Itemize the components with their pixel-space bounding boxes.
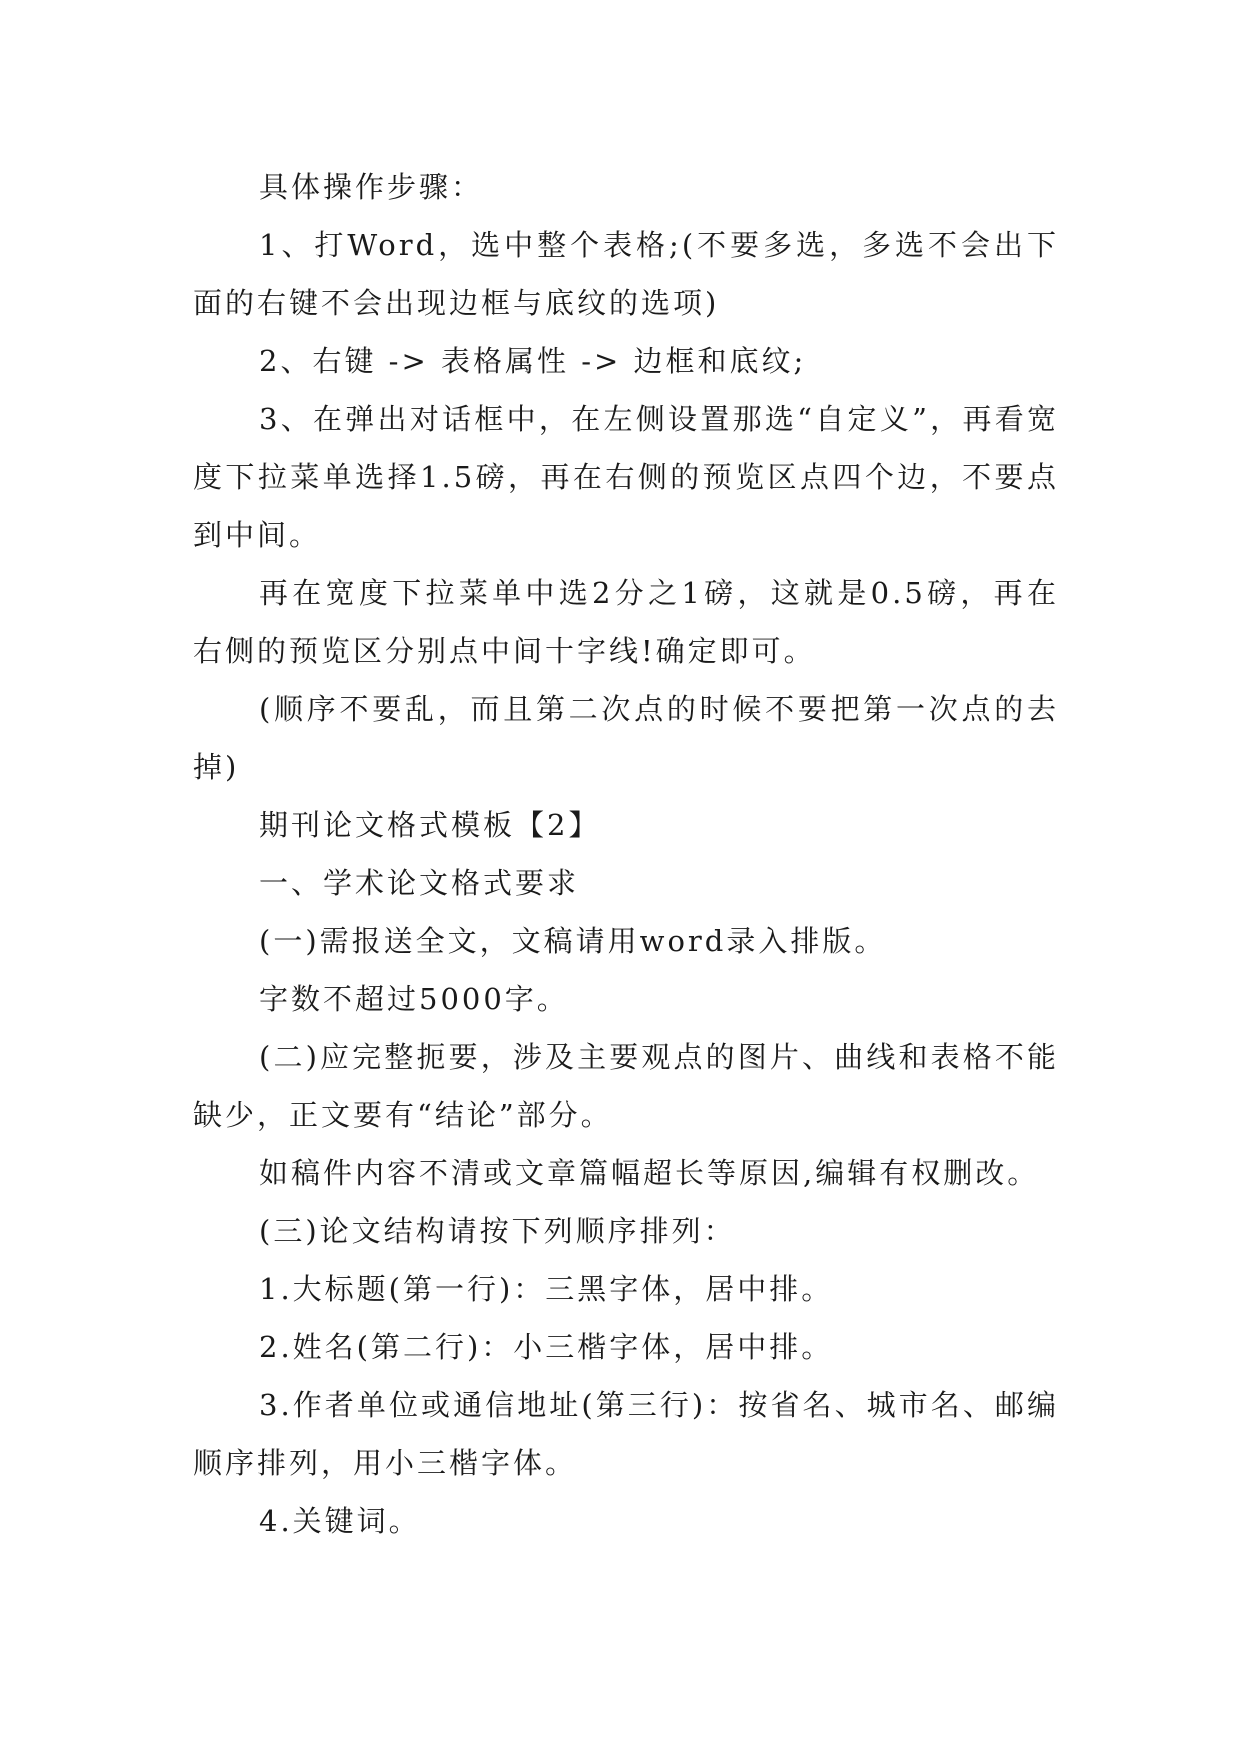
paragraph-format-requirements: 一、学术论文格式要求 (259, 866, 580, 900)
paragraph-word-count: 字数不超过5000字。 (259, 982, 569, 1016)
paragraph-order-note: (顺序不要乱，而且第二次点的时候不要把第一次点的去掉) (193, 692, 1059, 784)
paragraph-structure-4: 4.关键词。 (259, 1504, 421, 1538)
document-body (193, 158, 1059, 1550)
paragraph-structure-3: 3.作者单位或通信地址(第三行)：按省名、城市名、邮编顺序排列，用小三楷字体。 (193, 1388, 1059, 1480)
paragraph-structure-1: 1.大标题(第一行)：三黑字体，居中排。 (259, 1272, 834, 1306)
paragraph-step-1: 1、打Word，选中整个表格;(不要多选，多选不会出下面的右键不会出现边框与底纹的选项) (193, 228, 1059, 320)
paragraph-steps-heading: 具体操作步骤： (259, 170, 484, 204)
paragraph-width-half-point: 再在宽度下拉菜单中选2分之1磅，这就是0.5磅，再在右侧的预览区分别点中间十字线!确定即可。 (193, 576, 1059, 668)
paragraph-structure-2: 2.姓名(第二行)：小三楷字体，居中排。 (259, 1330, 834, 1364)
paragraph-editing-rights: 如稿件内容不清或文章篇幅超长等原因,编辑有权删改。 (259, 1156, 1040, 1190)
paragraph-step-2: 2、右键 -> 表格属性 -> 边框和底纹; (259, 344, 807, 378)
paragraph-requirement-2: (二)应完整扼要，涉及主要观点的图片、曲线和表格不能缺少，正文要有“结论”部分。 (193, 1040, 1059, 1132)
paragraph-requirement-3: (三)论文结构请按下列顺序排列： (259, 1214, 736, 1248)
paragraph-requirement-1: (一)需报送全文，文稿请用word录入排版。 (259, 924, 887, 958)
paragraph-step-3: 3、在弹出对话框中，在左侧设置那选“自定义”，再看宽度下拉菜单选择1.5磅，再在右侧的预览区点四个边，不要点到中间。 (193, 402, 1059, 552)
paragraph-section-title: 期刊论文格式模板【2】 (259, 808, 601, 842)
